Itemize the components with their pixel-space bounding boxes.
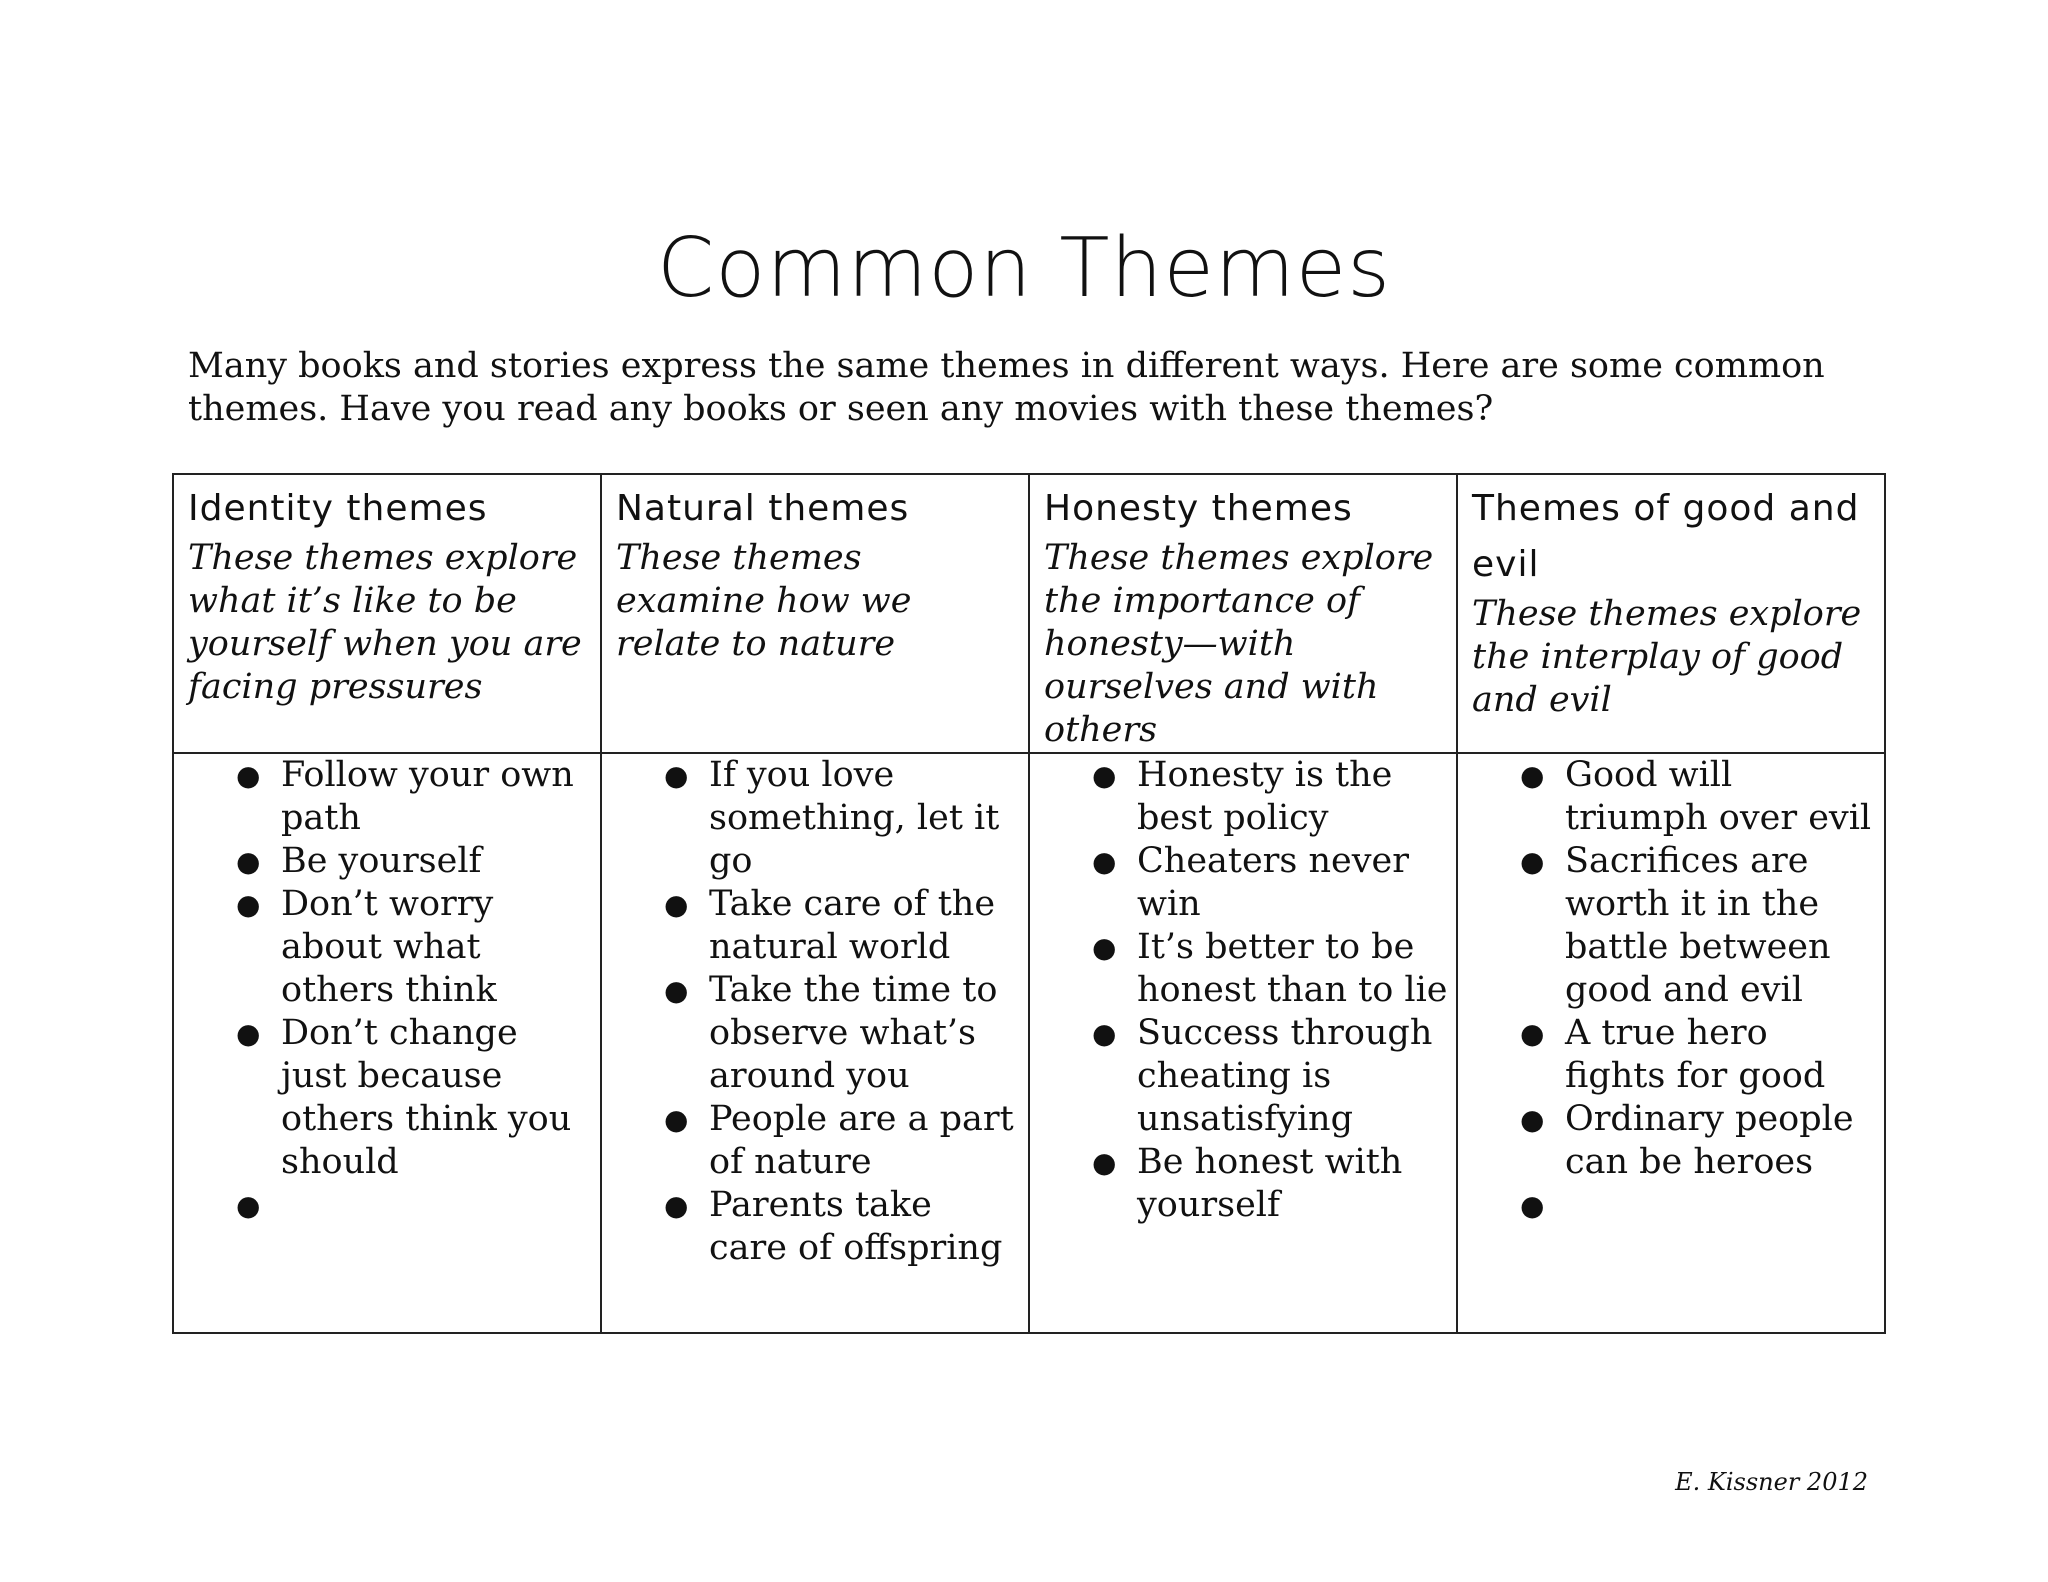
good-and-evil-themes-header-cell [1457, 474, 1885, 753]
list-item [1458, 840, 1884, 1012]
column-title: Natural themes [616, 488, 910, 529]
list-item-text: Don’t worry about what others think [281, 884, 497, 1010]
list-item [174, 1012, 600, 1184]
author-credit: E. Kissner 2012 [1675, 1468, 1868, 1496]
bullet-icon: ● [1520, 759, 1545, 792]
list-item [1030, 1141, 1456, 1227]
theme-list [1458, 754, 1884, 1227]
bullet-icon: ● [664, 759, 689, 792]
bullet-icon: ● [1092, 845, 1117, 878]
column-title: Identity themes [188, 488, 488, 529]
list-item-text: It’s better to be honest than to lie [1137, 927, 1448, 1010]
list-item-text: Be yourself [281, 841, 482, 881]
list-item-empty [1458, 1184, 1884, 1227]
list-item [602, 969, 1028, 1098]
natural-themes-list-cell [601, 753, 1029, 1333]
theme-list [602, 754, 1028, 1270]
list-item [602, 883, 1028, 969]
list-item-text: Take the time to observe what’s around you [709, 970, 998, 1096]
list-item-empty [174, 1184, 600, 1227]
list-item [1458, 754, 1884, 840]
themes-table [172, 473, 1886, 1334]
identity-themes-list-cell [173, 753, 601, 1333]
bullet-icon: ● [1520, 845, 1545, 878]
bullet-icon: ● [1520, 1189, 1545, 1222]
list-item [602, 1184, 1028, 1270]
bullet-icon: ● [664, 1103, 689, 1136]
bullet-icon: ● [664, 974, 689, 1007]
bullet-icon: ● [236, 759, 261, 792]
bullet-icon: ● [1092, 1017, 1117, 1050]
bullet-icon: ● [236, 1189, 261, 1222]
column-description: These themes explore the importance of honesty—with ourselves and with others [1044, 538, 1434, 750]
bullet-icon: ● [1092, 759, 1117, 792]
list-item-text: A true hero fights for good [1565, 1013, 1826, 1096]
bullet-icon: ● [1520, 1017, 1545, 1050]
list-item-text: Success through cheating is unsatisfying [1137, 1013, 1433, 1139]
good-and-evil-themes-list-cell [1457, 753, 1885, 1333]
column-title: Themes of good and evil [1472, 488, 1860, 585]
bullet-icon: ● [236, 845, 261, 878]
list-item [174, 840, 600, 883]
list-item-text: Take care of the natural world [709, 884, 996, 967]
list-item [174, 883, 600, 1012]
list-item-text: Parents take care of offspring [709, 1185, 1003, 1268]
list-item-text: Ordinary people can be heroes [1565, 1099, 1854, 1182]
list-item [1030, 840, 1456, 926]
list-item-text: Honesty is the best policy [1137, 755, 1393, 838]
bullet-icon: ● [1520, 1103, 1545, 1136]
column-description: These themes explore the interplay of good and evil [1472, 594, 1862, 720]
list-item [1458, 1012, 1884, 1098]
list-item-text: Don’t change just because others think you should [281, 1013, 572, 1182]
bullet-icon: ● [1092, 1146, 1117, 1179]
page-title: Common Themes [657, 221, 1391, 316]
bullet-icon: ● [236, 888, 261, 921]
table-header-row [173, 474, 1885, 753]
theme-list [1030, 754, 1456, 1227]
list-item [1030, 754, 1456, 840]
intro-paragraph: Many books and stories express the same themes in different ways. Here are some common themes. Have you read any books or seen any movies with these themes? [188, 346, 1825, 429]
column-title: Honesty themes [1044, 488, 1353, 529]
list-item-text: If you love something, let it go [709, 755, 1000, 881]
list-item-text: Cheaters never win [1137, 841, 1409, 924]
theme-list [174, 754, 600, 1227]
list-item [602, 754, 1028, 883]
honesty-themes-header-cell [1029, 474, 1457, 753]
honesty-themes-list-cell [1029, 753, 1457, 1333]
list-item [1030, 926, 1456, 1012]
identity-themes-header-cell [173, 474, 601, 753]
bullet-icon: ● [664, 1189, 689, 1222]
list-item [602, 1098, 1028, 1184]
list-item-text: People are a part of nature [709, 1099, 1014, 1182]
list-item-text: Be honest with yourself [1137, 1142, 1403, 1225]
column-description: These themes examine how we relate to nature [616, 538, 912, 664]
list-item [1458, 1098, 1884, 1184]
table-body-row [173, 753, 1885, 1333]
list-item [1030, 1012, 1456, 1141]
bullet-icon: ● [664, 888, 689, 921]
list-item [174, 754, 600, 840]
bullet-icon: ● [1092, 931, 1117, 964]
list-item-text: Follow your own path [281, 755, 574, 838]
list-item-text: Good will triumph over evil [1565, 755, 1872, 838]
natural-themes-header-cell [601, 474, 1029, 753]
list-item-text: Sacrifices are worth it in the battle between good and evil [1565, 841, 1831, 1010]
bullet-icon: ● [236, 1017, 261, 1050]
column-description: These themes explore what it’s like to be yourself when you are facing pressures [188, 538, 582, 707]
